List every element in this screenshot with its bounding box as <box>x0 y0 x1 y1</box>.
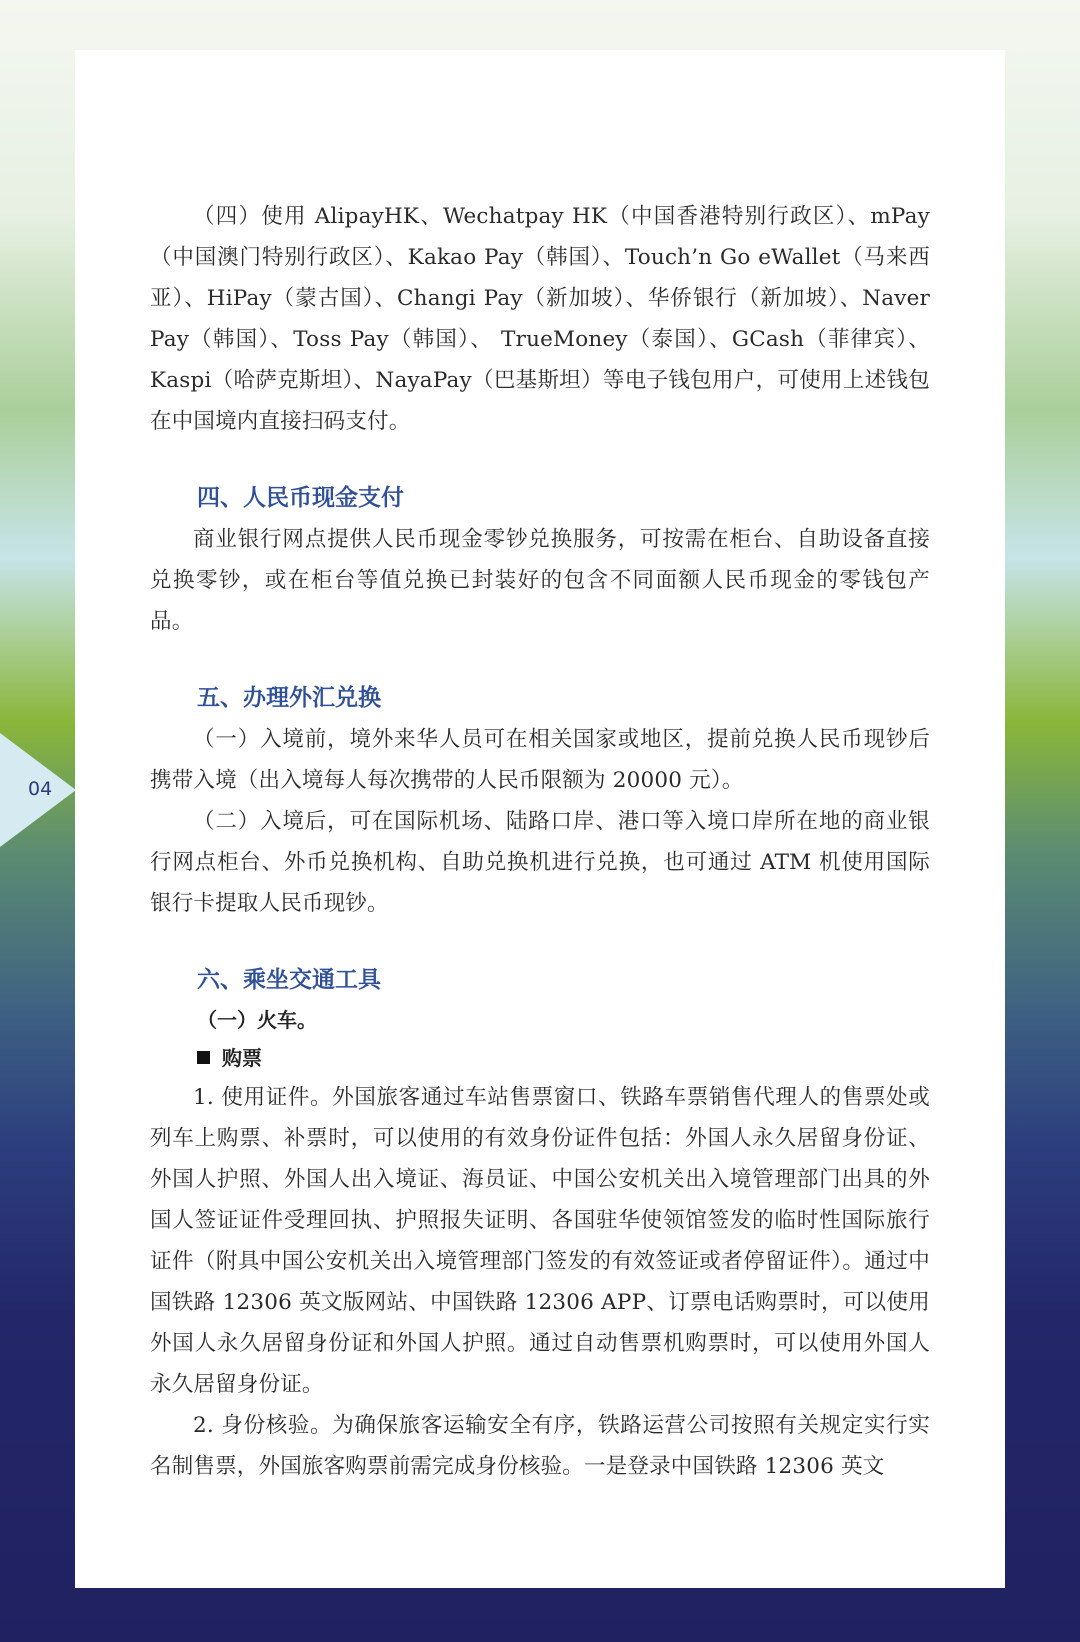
bullet-ticketing: 购票 <box>150 1039 930 1077</box>
heading-transport: 六、乘坐交通工具 <box>197 967 381 993</box>
document-body <box>150 196 930 1487</box>
paragraph-id-documents: 1. 使用证件。外国旅客通过车站售票窗口、铁路车票销售代理人的售票处或列车上购票、补票时，可以使用的有效身份证件包括：外国人永久居留身份证、外国人护照、外国人出入境证、海员证、中国公安机关出入境管理部门出具的外国人签证证件受理回执、护照报失证明、各国驻华使领馆签发的临时性国际旅行证件（附具中国公安机关出入境管理部门签发的有效签证或者停留证件）。通过中国铁路 12306 英文版网站、中国铁路 12306 APP、订票电话购票时，可以使用外国人永久居留身份证和外国人护照。通过自动售票机购票时，可以使用外国人永久居留身份证。 <box>150 1085 930 1397</box>
subheading-train: （一）火车。 <box>197 1008 317 1032</box>
heading-rmb-cash: 四、人民币现金支付 <box>197 485 404 511</box>
paragraph-before-entry: （一）入境前，境外来华人员可在相关国家或地区，提前兑换人民币现钞后携带入境（出入境每人每次携带的人民币限额为 20000 元）。 <box>150 727 930 793</box>
square-bullet-icon <box>197 1051 210 1064</box>
paragraph-identity-verification: 2. 身份核验。为确保旅客运输安全有序，铁路运营公司按照有关规定实行实名制售票，外国旅客购票前需完成身份核验。一是登录中国铁路 12306 英文 <box>150 1413 930 1479</box>
paragraph-ewallet: （四）使用 AlipayHK、Wechatpay HK（中国香港特别行政区）、mPay（中国澳门特别行政区）、Kakao Pay（韩国）、Touch’n Go eWallet（马来西亚）、HiPay（蒙古国）、Changi Pay（新加坡）、华侨银行（新加坡）、Naver Pay（韩国）、Toss Pay（韩国）、 TrueMoney（泰国）、GCash（菲律宾）、Kaspi（哈萨克斯坦）、NayaPay（巴基斯坦）等电子钱包用户，可使用上述钱包在中国境内直接扫码支付。 <box>150 204 930 434</box>
paragraph-cash-exchange: 商业银行网点提供人民币现金零钞兑换服务，可按需在柜台、自助设备直接兑换零钞，或在柜台等值兑换已封装好的包含不同面额人民币现金的零钱包产品。 <box>150 527 930 634</box>
page-number: 04 <box>28 778 53 800</box>
heading-forex: 五、办理外汇兑换 <box>197 685 381 711</box>
paragraph-after-entry: （二）入境后，可在国际机场、陆路口岸、港口等入境口岸所在地的商业银行网点柜台、外币兑换机构、自助兑换机进行兑换，也可通过 ATM 机使用国际银行卡提取人民币现钞。 <box>150 809 930 916</box>
